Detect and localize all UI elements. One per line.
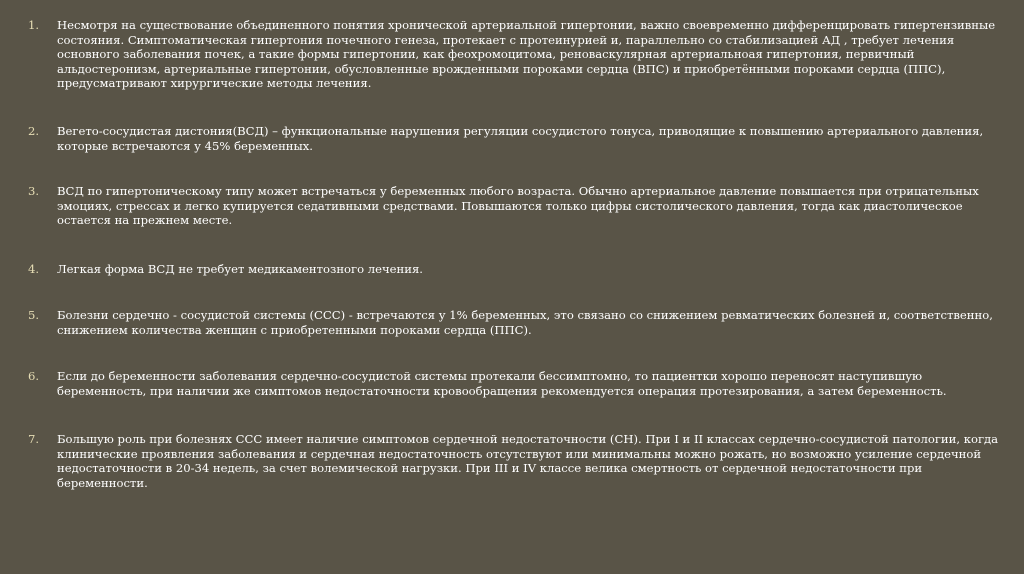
item-number: 2. [28, 124, 40, 138]
item-text: Если до беременности заболевания сердечно-сосудистой системы протекали бессимптомно, то пациентки хорошо переносят наступившую беременность, при наличии же симптомов недостаточности кровообращения рекомендуется операция протезирования, а затем беременность. [57, 369, 947, 398]
item-text: Легкая форма ВСД не требует медикаментозного лечения. [57, 262, 423, 276]
item-number: 6. [28, 369, 40, 383]
list-item [28, 432, 1003, 490]
list-item [28, 262, 1003, 277]
list-item [28, 308, 1003, 337]
list-item [28, 184, 1003, 228]
item-text: Вегето-сосудистая дистония(ВСД) – функциональные нарушения регуляции сосудистого тонуса, приводящие к повышению артериального давления, которые встречаются у 45% беременных. [57, 124, 984, 153]
item-number: 5. [28, 308, 40, 322]
item-text: Несмотря на существование объединенного понятия хронической артериальной гипертонии, важно своевременно дифференцировать гипертензивные состояния. Симптоматическая гипертония почечного генеза, протекает с протеинурией и, параллельно со стабилизацией АД , требует лечения основного заболевания почек, а такие формы гипертонии, как феохромоцитома, реноваскулярная артериальноая гипертония, первичный альдостеронизм, артериальные гипертонии, обусловленные врожденными пороками сердца (ВПС) и приобретёнными пороками сердца (ППС), предусматривают хирургические методы лечения. [57, 18, 996, 91]
item-text: Большую роль при болезнях ССС имеет наличие симптомов сердечной недостаточности (СН). При I и II классах сердечно-сосудистой патологии, когда клинические проявления заболевания и сердечная недостаточность отсутствуют или минимальны можно рожать, но возможно усиление сердечной недостаточности в 20-34 недель, за счет волемической нагрузки. При III и IV классе велика смертность от сердечной недостаточности при беременности. [57, 432, 999, 490]
item-number: 4. [28, 262, 40, 276]
item-number: 7. [28, 432, 40, 446]
item-text: ВСД по гипертоническому типу может встречаться у беременных любого возраста. Обычно артериальное давление повышается при отрицательных эмоциях, стрессах и легко купируется седативными средствами. Повышаются только цифры систолического давления, тогда как диастолическое остается на прежнем месте. [57, 184, 979, 228]
list-item [28, 369, 1003, 398]
item-number: 1. [28, 18, 40, 32]
list-item [28, 18, 1003, 91]
item-text: Болезни сердечно - сосудистой системы (ССС) - встречаются у 1% беременных, это связано со снижением ревматических болезней и, соответственно, снижением количества женщин с приобретенными пороками сердца (ППС). [57, 308, 993, 337]
list-item [28, 124, 1003, 153]
item-number: 3. [28, 184, 40, 198]
